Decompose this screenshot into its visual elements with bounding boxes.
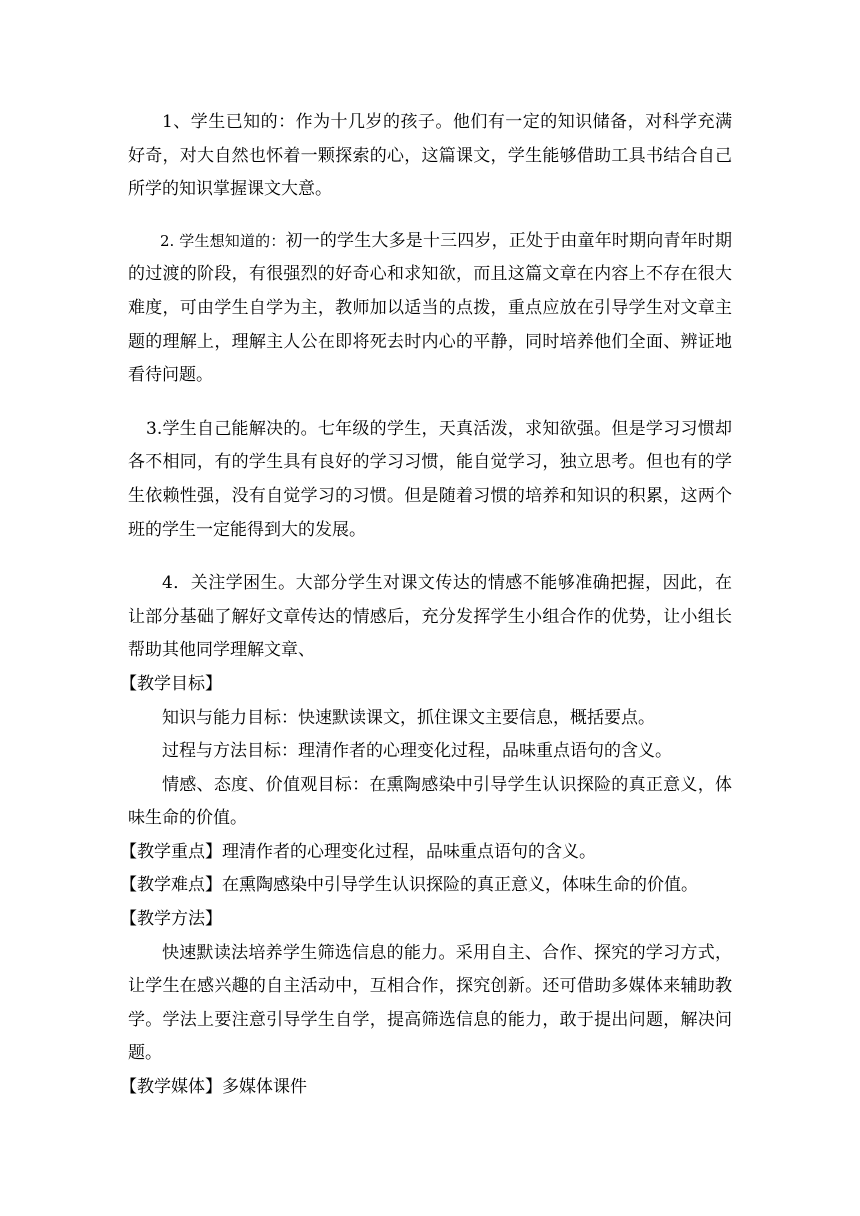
paragraph-known: 1、学生已知的：作为十几岁的孩子。他们有一定的知识储备，对科学充满好奇，对大自然也怀着一颗探索的心，这篇课文，学生能够借助工具书结合自己所学的知识掌握课文大意。 [128, 112, 732, 200]
difficulty-text: 在熏陶感染中引导学生认识探险的真正意义，体味生命的价值。 [222, 875, 698, 896]
key-point-text: 理清作者的心理变化过程，品味重点语句的含义。 [222, 841, 596, 862]
objectives-heading: 【教学目标】 [120, 673, 222, 694]
paragraph-want-to-know [128, 225, 732, 393]
paragraph-self-solve: 3.学生自己能解决的。七年级的学生，天真活泼，求知欲强。但是学习习惯却各不相同，有的学生具有良好的学习习惯，能自觉学习，独立思考。但也有的学生依赖性强，没有自觉学习的习惯。但是随着习惯的培养和知识的积累，这两个班的学生一定能得到大的发展。 [128, 418, 732, 540]
difficulty-heading: 【教学难点】 [120, 875, 222, 896]
objective-knowledge: 知识与能力目标：快速默读课文，抓住课文主要信息，概括要点。 [162, 707, 655, 728]
objective-emotion: 情感、态度、价值观目标：在熏陶感染中引导学生认识探险的真正意义，体味生命的价值。 [128, 774, 732, 829]
key-point-heading: 【教学重点】 [120, 841, 222, 862]
media-text: 多媒体课件 [222, 1077, 307, 1098]
methods-text: 快速默读法培养学生筛选信息的能力。采用自主、合作、探究的学习方式，让学生在感兴趣的自主活动中，互相合作，探究创新。还可借助多媒体来辅助教学。学法上要注意引导学生自学，提高筛选信息的能力，敢于提出问题，解决问题。 [128, 942, 732, 1064]
paragraph-struggling-students: 4．关注学困生。大部分学生对课文传达的情感不能够准确把握，因此，在让部分基础了解好文章传达的情感后，充分发挥学生小组合作的优势，让小组长帮助其他同学理解文章、 [128, 573, 732, 661]
media-line [120, 1071, 732, 1105]
paragraph-want-to-know-lead: 2. 学生想知道的： [160, 231, 286, 250]
key-point-line [120, 836, 732, 870]
objective-process: 过程与方法目标：理清作者的心理变化过程，品味重点语句的含义。 [162, 741, 672, 762]
methods-heading: 【教学方法】 [120, 909, 222, 930]
paragraph-want-to-know-body: 初一的学生大多是十三四岁，正处于由童年时期向青年时期的过渡的阶段，有很强烈的好奇心和求知欲，而且这篇文章在内容上不存在很大难度，可由学生自学为主，教师加以适当的点拨，重点应放在引导学生对文章主题的理解上，理解主人公在即将死去时内心的平静，同时培养他们全面、辨证地看待问题。 [128, 230, 732, 386]
media-heading: 【教学媒体】 [120, 1077, 222, 1098]
difficulty-line [120, 869, 732, 903]
document-page [120, 106, 732, 1105]
